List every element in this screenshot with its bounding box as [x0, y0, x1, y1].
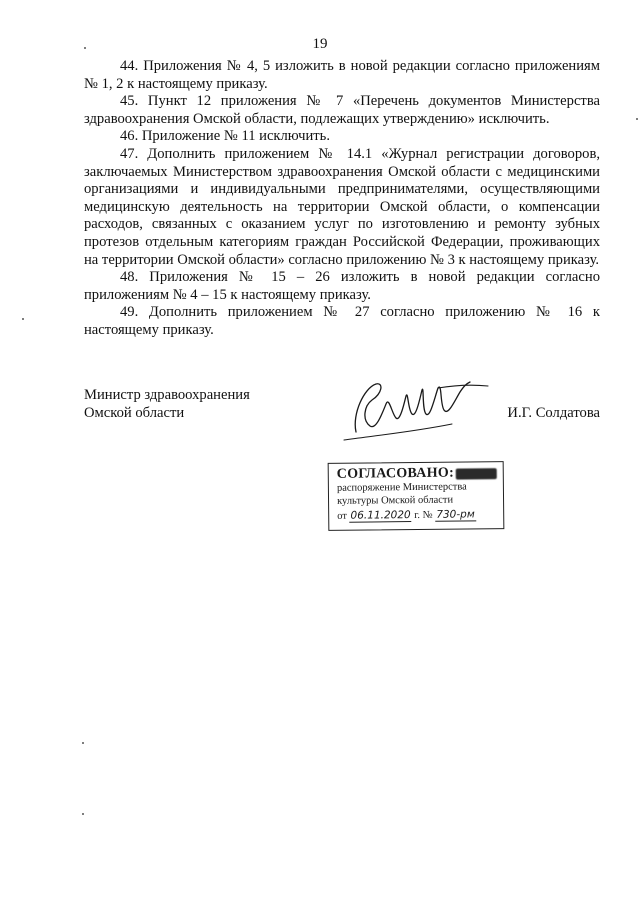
stamp-number: 730-рм	[436, 508, 475, 521]
paragraph-47: 47. Дополнить приложением № 14.1 «Журнал регистрации договоров, заключаемых Министерством здравоохранения Омской области с медицинскими организациями и индивидуальными предпринимателями, осуществляющими медицинскую деятельность на территории Омской области, о компенсации расходов, связанных с оказанием услуг по изготовлению и ремонту зубных протезов отдельным категориям граждан Российской Федерации, проживающих на территории Омской области» согласно приложению № 3 к настоящему приказу.	[84, 145, 600, 268]
minister-name: И.Г. Солдатова	[507, 405, 600, 421]
stamp-date-prefix: от	[337, 510, 347, 522]
page-number: 19	[312, 36, 328, 52]
signature-block	[84, 386, 600, 446]
paragraph-45: 45. Пункт 12 приложения № 7 «Перечень документов Министерства здравоохранения Омской области, подлежащих утверждению» исключить.	[84, 93, 600, 127]
scan-speck	[636, 118, 638, 120]
paragraph-46: 46. Приложение № 11 исключить.	[120, 128, 330, 145]
minister-title-line2: Омской области	[84, 405, 185, 421]
paragraph-49: 49. Дополнить приложением № 27 согласно приложению № 16 к настоящему приказу.	[84, 304, 600, 338]
stamp-title	[337, 465, 497, 483]
minister-title-line1: Министр здравоохранения	[84, 387, 250, 403]
scan-speck	[84, 47, 86, 49]
stamp-line-1: распоряжение Министерства	[336, 481, 467, 494]
document-body	[84, 58, 600, 340]
paragraph-48: 48. Приложения № 15 – 26 изложить в новой редакции согласно приложениям № 4 – 15 к настоящему приказу.	[84, 269, 600, 303]
stamp-date: 06.11.2020	[350, 509, 411, 522]
handwritten-signature	[342, 374, 492, 444]
scan-speck	[22, 318, 24, 320]
stamp-number-prefix: г. №	[414, 509, 433, 522]
approval-stamp	[328, 461, 505, 531]
scan-speck	[82, 813, 84, 815]
stamp-date-row	[337, 507, 497, 524]
minister-title	[84, 386, 284, 422]
redaction-mark	[456, 468, 497, 479]
paragraph-44: 44. Приложения № 4, 5 изложить в новой редакции согласно приложениям № 1, 2 к настоящему приказу.	[84, 58, 600, 92]
scan-speck	[82, 742, 84, 744]
stamp-line-2: культуры Омской области	[336, 494, 454, 507]
stamp-title-text: СОГЛАСОВАНО:	[336, 465, 455, 482]
